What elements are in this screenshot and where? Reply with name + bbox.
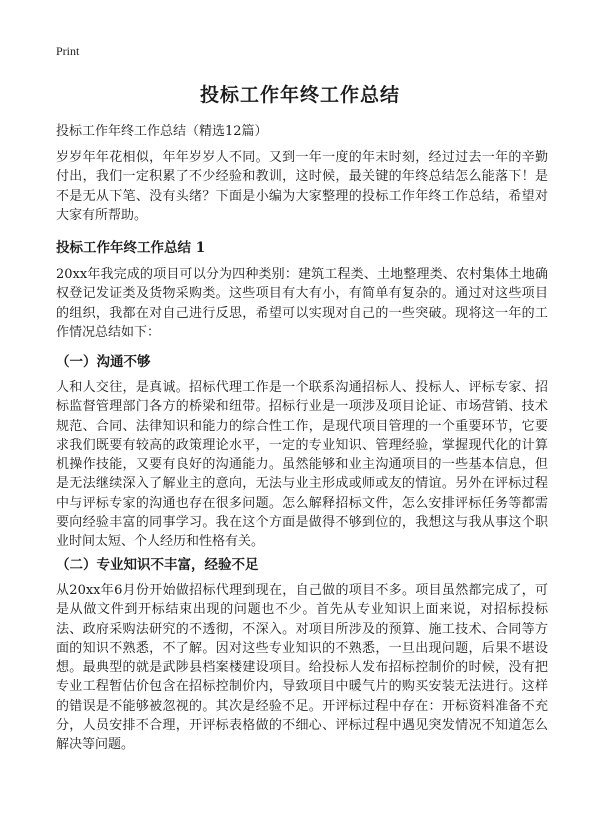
subsection-1-paragraph: 人和人交往，是真诚。招标代理工作是一个联系沟通招标人、投标人、评标专家、招标监督管理部门各方的桥梁和纽带。招标行业是一项涉及项目论证、市场营销、技术规范、合同、法律知识和能力的综合性工作，是现代项目管理的一个重要环节，它要求我们既要有较高的政策理论水平，一定的专业知识、管理经验，掌握现代化的计算机操作技能，又要有良好的沟通能力。虽然能够和业主沟通项目的一些基本信息，但是无法继续深入了解业主的意向，无法与业主形成或师或友的情谊。另外在评标过程中与评标专家的沟通也存在很多问题。怎么解释招标文件，怎么安排评标任务等都需要向经验丰富的同事学习。我在这个方面是做得不够到位的，我想这与我从事这个职业时间太短、个人经历和性格有关。 [56, 380, 548, 550]
document-title: 投标工作年终工作总结 [199, 84, 400, 106]
subsection-2-heading: （二）专业知识不丰富，经验不足 [56, 557, 259, 573]
print-label: Print [56, 44, 80, 58]
section-1-heading: 投标工作年终工作总结 1 [56, 240, 206, 256]
intro-paragraph: 岁岁年年花相似，年年岁岁人不同。又到一年一度的年末时刻，经过过去一年的辛勤付出，我们一定积累了不少经验和教训，这时候，最关键的年终总结怎么能落下！是不是无从下笔、没有头绪？下面是小编为大家整理的投标工作年终工作总结，希望对大家有所帮助。 [56, 150, 548, 223]
document-subtitle: 投标工作年终工作总结（精选12篇） [56, 124, 268, 139]
subsection-1-heading: （一）沟通不够 [56, 354, 151, 370]
section-1-paragraph: 20xx年我完成的项目可以分为四种类别：建筑工程类、土地整理类、农村集体土地确权登记发证类及货物采购类。这些项目有大有小，有简单有复杂的。通过对这些项目的组织，我都在对自己进行反思，希望可以实现对自己的一些突破。现将这一年的工作情况总结如下： [56, 267, 548, 340]
subsection-2-paragraph: 从20xx年6月份开始做招标代理到现在，自己做的项目不多。项目虽然都完成了，可是从做文件到开标结束出现的问题也不少。首先从专业知识上面来说，对招标投标法、政府采购法研究的不透彻，不深入。对项目所涉及的预算、施工技术、合同等方面的知识不熟悉，不了解。因对这些专业知识的不熟悉，一旦出现问题，后果不堪设想。最典型的就是武陟县档案楼建设项目。给投标人发布招标控制价的时候，没有把专业工程暂估价包含在招标控制价内，导致项目中暖气片的购买安装无法进行。这样的错误是不能够被忽视的。其次是经验不足。开评标过程中存在：开标资料准备不充分，人员安排不合理，开评标表格做的不细心、评标过程中遇见突发情况不知道怎么解决等问题。 [56, 583, 548, 753]
